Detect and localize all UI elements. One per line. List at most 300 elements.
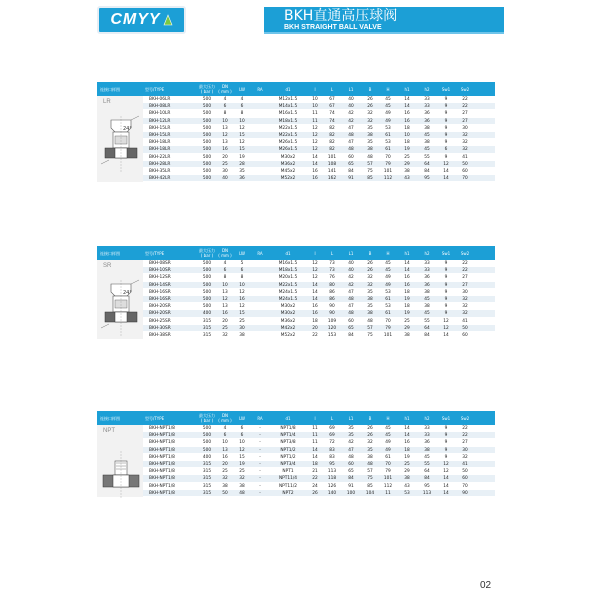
table-cell: 25 <box>239 469 245 475</box>
table-cell: 14 <box>443 168 449 174</box>
table-row <box>143 296 495 303</box>
table-cell: BKH-NPT1/8 <box>149 461 175 467</box>
table-cell: 35 <box>367 125 373 131</box>
column-header: 型号/TYPE <box>145 415 165 421</box>
table-cell: 6 <box>223 268 227 274</box>
table-cell: 9 <box>444 125 448 131</box>
connection-type-label: SR <box>103 263 112 269</box>
column-header: Sw1 <box>441 250 451 256</box>
table-row <box>143 332 495 339</box>
table-cell: BKH-12LR <box>149 118 171 124</box>
table-cell: 26 <box>367 97 373 102</box>
page-number: 02 <box>480 580 492 591</box>
table-cell: 45 <box>424 296 430 302</box>
table-cell: 35 <box>367 289 373 295</box>
table-cell: 49 <box>385 275 391 281</box>
table-cell: 9 <box>444 454 448 460</box>
table-cell: 16 <box>312 176 318 182</box>
table-cell: 26 <box>367 426 373 431</box>
table-cell: 32 <box>462 296 468 302</box>
fitting-drawing-sr <box>101 278 141 342</box>
table-cell: 14 <box>312 282 318 288</box>
table-cell: 9 <box>444 289 448 295</box>
table-cell: 55 <box>424 154 430 160</box>
table-cell: 5 <box>240 261 244 266</box>
table-cell: 153 <box>327 332 337 338</box>
table-cell: 64 <box>424 325 430 331</box>
table-cell-ra: - <box>259 490 261 496</box>
table-cell: BKH-20SR <box>149 311 171 317</box>
column-header: B <box>368 250 372 256</box>
table-cell: 108 <box>327 161 337 167</box>
table-cell: 47 <box>348 125 354 131</box>
table-cell: 65 <box>348 469 354 475</box>
table-row <box>143 118 495 125</box>
table-cell: 29 <box>404 469 410 475</box>
table-row <box>143 303 495 310</box>
table-cell: M26x1.5 <box>278 147 298 153</box>
table-cell: 47 <box>348 140 354 146</box>
table-cell: 315 <box>202 469 212 475</box>
table-cell: 500 <box>202 132 212 138</box>
table-cell: 12 <box>312 125 318 131</box>
table-cell: 36 <box>424 440 430 446</box>
table-cell-ra <box>251 103 269 110</box>
table-row <box>143 468 495 475</box>
table-cell: 16 <box>222 311 228 317</box>
table-cell: 9 <box>444 111 448 117</box>
table-cell: 9 <box>444 282 448 288</box>
table-cell: M52x2 <box>280 176 296 182</box>
column-header: RA <box>257 415 263 421</box>
table-cell: 13 <box>222 304 228 310</box>
table-cell: 101 <box>383 332 393 338</box>
table-cell-ra <box>251 274 269 281</box>
table-cell: 6 <box>223 104 227 110</box>
table-cell: 49 <box>385 447 391 453</box>
table-body <box>143 260 495 339</box>
table-cell: 48 <box>348 296 354 302</box>
table-cell: 162 <box>327 176 337 182</box>
table-cell: 101 <box>327 154 337 160</box>
table-cell: 16 <box>222 454 228 460</box>
table-cell: 22 <box>312 476 318 482</box>
table-cell: 67 <box>329 97 335 102</box>
column-header: RA <box>257 250 263 256</box>
table-cell: 6 <box>444 147 448 153</box>
column-header: L1 <box>348 250 354 256</box>
table-cell: 45 <box>385 261 391 266</box>
table-cell: 500 <box>202 176 212 182</box>
table-cell: BKH-12SR <box>149 275 171 281</box>
table-cell: 36 <box>424 118 430 124</box>
table-cell: 35 <box>239 168 245 174</box>
table-cell: 11 <box>312 118 318 124</box>
table-cell: 101 <box>383 476 393 482</box>
table-cell: 12 <box>443 325 449 331</box>
table-cell: 43 <box>404 176 410 182</box>
column-header: DN ( mm ) <box>218 84 232 94</box>
table-cell: 74 <box>329 111 335 117</box>
table-cell: 53 <box>385 304 391 310</box>
table-cell: BKH-NPT1/8 <box>149 454 175 460</box>
table-cell: 9 <box>444 304 448 310</box>
table-cell: 85 <box>367 483 373 489</box>
column-header: h1 <box>404 415 410 421</box>
table-cell: 84 <box>424 168 430 174</box>
table-cell: BKH-10SR <box>149 268 171 274</box>
table-cell: 48 <box>348 311 354 317</box>
table-cell: 14 <box>312 161 318 167</box>
table-cell-ra <box>251 318 269 325</box>
table-cell: 101 <box>383 168 393 174</box>
table-cell: 53 <box>385 140 391 146</box>
table-cell: 48 <box>348 147 354 153</box>
table-cell: 48 <box>367 318 373 324</box>
table-cell-ra <box>251 118 269 125</box>
table-cell: 400 <box>202 454 212 460</box>
drawing-angle-label: 24° <box>123 126 132 132</box>
table-cell: 15 <box>239 132 245 138</box>
table-cell: 22 <box>462 104 468 110</box>
table-row <box>143 325 495 332</box>
table-cell: 73 <box>329 268 335 274</box>
table-cell: 11 <box>312 433 318 439</box>
table-cell: M52x2 <box>280 332 296 338</box>
table-cell: NPT11/2 <box>278 483 298 489</box>
table-cell: 13 <box>222 289 228 295</box>
table-cell: 13 <box>222 140 228 146</box>
table-cell: 9 <box>444 118 448 124</box>
table-row <box>143 490 495 497</box>
table-cell: BKH-25SR <box>149 318 171 324</box>
table-cell: BKH-06LR <box>149 97 171 102</box>
table-cell: 14 <box>443 332 449 338</box>
table-cell: NPT3/4 <box>280 461 296 467</box>
table-cell: 38 <box>367 454 373 460</box>
table-cell-ra <box>251 96 269 103</box>
table-cell: 500 <box>202 97 212 102</box>
table-cell: 35 <box>348 426 354 431</box>
table-cell: 45 <box>424 147 430 153</box>
table-cell: M14x1.5 <box>278 104 298 110</box>
table-row <box>143 318 495 325</box>
table-cell-ra <box>251 132 269 139</box>
table-cell: M36x2 <box>280 318 296 324</box>
column-header: 连接口样图 <box>100 250 120 256</box>
table-cell: 4 <box>223 97 227 102</box>
table-cell: 33 <box>424 433 430 439</box>
table-cell: 19 <box>404 454 410 460</box>
table-cell: 33 <box>424 97 430 102</box>
table-cell: M20x1.5 <box>278 275 298 281</box>
table-cell: 32 <box>367 111 373 117</box>
table-cell: 35 <box>348 433 354 439</box>
table-cell: 10 <box>312 104 318 110</box>
column-header: L <box>330 86 334 92</box>
column-header: 最大压力 ( bar ) <box>199 413 215 423</box>
table-cell: 10 <box>222 440 228 446</box>
table-cell: 16 <box>404 440 410 446</box>
logo-text: CMYY <box>110 11 161 28</box>
table-cell: NPT2 <box>282 490 294 496</box>
table-cell: 500 <box>202 268 212 274</box>
table-cell: 12 <box>312 268 318 274</box>
table-cell: 61 <box>385 311 391 317</box>
table-cell: 9 <box>444 140 448 146</box>
table-cell: 27 <box>462 275 468 281</box>
table-cell: 42 <box>348 282 354 288</box>
table-cell-ra <box>251 310 269 317</box>
table-cell: BKH-30SR <box>149 325 171 331</box>
table-cell: BKH-20SR <box>149 304 171 310</box>
table-cell: 500 <box>202 261 212 266</box>
table-cell: 10 <box>239 440 245 446</box>
table-cell: 30 <box>239 325 245 331</box>
table-cell: 32 <box>462 304 468 310</box>
connection-image-panel <box>97 260 143 339</box>
table-cell-ra <box>251 289 269 296</box>
table-cell: 10 <box>312 97 318 102</box>
table-cell: 40 <box>348 268 354 274</box>
table-cell: 45 <box>424 454 430 460</box>
table-cell: 27 <box>462 440 468 446</box>
table-cell: 14 <box>404 104 410 110</box>
table-cell: 50 <box>462 469 468 475</box>
table-cell: 20 <box>222 318 228 324</box>
table-cell: 13 <box>222 447 228 453</box>
logo-leaf-icon <box>163 14 173 26</box>
table-cell: 25 <box>404 318 410 324</box>
table-cell-ra <box>251 146 269 153</box>
table-cell: M36x2 <box>280 161 296 167</box>
table-cell: 11 <box>312 440 318 446</box>
table-cell: 27 <box>462 118 468 124</box>
table-cell: 86 <box>329 289 335 295</box>
table-cell: 70 <box>385 318 391 324</box>
table-cell: 60 <box>348 461 354 467</box>
table-cell: 24 <box>312 483 318 489</box>
table-cell: 14 <box>312 296 318 302</box>
table-cell: 22 <box>462 426 468 431</box>
table-header <box>97 411 495 425</box>
table-cell: 10 <box>222 118 228 124</box>
table-cell: 13 <box>222 125 228 131</box>
table-cell: NPT1/2 <box>280 454 296 460</box>
table-cell: 70 <box>385 154 391 160</box>
table-cell: 18 <box>404 125 410 131</box>
table-cell: 25 <box>222 161 228 167</box>
table-cell: 70 <box>462 176 468 182</box>
table-cell: 22 <box>462 97 468 102</box>
table-cell: 18 <box>404 289 410 295</box>
table-row <box>143 139 495 146</box>
table-cell: 500 <box>202 118 212 124</box>
table-cell: 14 <box>312 289 318 295</box>
table-cell: NPT11/4 <box>278 476 298 482</box>
table-cell: 26 <box>367 104 373 110</box>
table-cell: 10 <box>239 282 245 288</box>
table-cell: 21 <box>312 469 318 475</box>
table-cell: 90 <box>329 304 335 310</box>
table-cell: 113 <box>422 490 432 496</box>
table-cell: 9 <box>444 275 448 281</box>
table-cell: 38 <box>367 311 373 317</box>
table-cell: 500 <box>202 147 212 153</box>
table-cell: 12 <box>443 318 449 324</box>
table-cell: 18 <box>404 140 410 146</box>
table-cell: BKH-NPT1/8 <box>149 426 175 431</box>
column-header: H <box>386 415 390 421</box>
table-cell: NPT1/2 <box>280 447 296 453</box>
table-cell: 35 <box>367 447 373 453</box>
table-cell: 60 <box>348 154 354 160</box>
column-header: DN ( mm ) <box>218 413 232 423</box>
table-cell: 60 <box>462 168 468 174</box>
table-cell: 36 <box>239 176 245 182</box>
table-cell: 500 <box>202 168 212 174</box>
table-cell: 32 <box>462 311 468 317</box>
table-cell: 64 <box>424 469 430 475</box>
table-cell: 100 <box>346 490 356 496</box>
table-cell: 40 <box>348 104 354 110</box>
table-cell: 83 <box>329 454 335 460</box>
table-cell-ra: - <box>259 440 261 446</box>
table-cell: 9 <box>444 132 448 138</box>
column-header: H <box>386 86 390 92</box>
table-cell: 500 <box>202 275 212 281</box>
table-header <box>97 82 495 96</box>
table-row <box>143 161 495 168</box>
column-header: 最大压力 ( bar ) <box>199 84 215 94</box>
table-cell: 315 <box>202 483 212 489</box>
table-cell: 19 <box>404 147 410 153</box>
column-header: d1 <box>285 86 291 92</box>
table-cell: 9 <box>444 426 448 431</box>
table-cell: 75 <box>367 476 373 482</box>
table-cell: M18x1.5 <box>278 268 298 274</box>
table-cell-ra <box>251 325 269 332</box>
table-cell: 12 <box>443 469 449 475</box>
column-header: h2 <box>424 415 430 421</box>
table-cell: 84 <box>424 332 430 338</box>
column-header: LW <box>239 415 245 421</box>
table-cell-ra <box>251 296 269 303</box>
table-cell: 53 <box>404 490 410 496</box>
table-row <box>143 475 495 482</box>
table-cell: 61 <box>385 132 391 138</box>
column-header: l <box>314 415 316 421</box>
table-cell-ra <box>251 154 269 161</box>
table-cell: 42 <box>348 440 354 446</box>
table-cell: 16 <box>312 311 318 317</box>
table-cell: 500 <box>202 154 212 160</box>
table-cell: 113 <box>327 469 337 475</box>
table-cell: 12 <box>239 125 245 131</box>
table-cell: 32 <box>462 140 468 146</box>
table-cell: 50 <box>222 490 228 496</box>
table-cell: 500 <box>202 304 212 310</box>
table-cell: 26 <box>367 261 373 266</box>
table-cell: 42 <box>348 111 354 117</box>
table-cell: 76 <box>329 275 335 281</box>
table-cell: 49 <box>385 118 391 124</box>
table-row <box>143 110 495 117</box>
table-cell: BKH-18LR <box>149 140 171 146</box>
table-cell-ra: - <box>259 461 261 467</box>
column-header: 最大压力 ( bar ) <box>199 248 215 258</box>
table-cell: 14 <box>312 154 318 160</box>
table-cell: 61 <box>385 454 391 460</box>
table-cell: 69 <box>329 426 335 431</box>
table-cell: NPT3/8 <box>280 440 296 446</box>
table-cell: 9 <box>444 268 448 274</box>
table-cell: 9 <box>444 97 448 102</box>
table-cell: 85 <box>367 176 373 182</box>
table-cell: BKH-15LR <box>149 132 171 138</box>
table-cell: 30 <box>462 125 468 131</box>
table-cell: 82 <box>329 147 335 153</box>
table-cell: 12 <box>312 261 318 266</box>
table-cell: 19 <box>239 154 245 160</box>
table-cell: 22 <box>462 433 468 439</box>
table-cell: BKH-08LR <box>149 104 171 110</box>
table-cell: 32 <box>462 454 468 460</box>
table-cell: 26 <box>312 490 318 496</box>
table-cell: 12 <box>312 140 318 146</box>
table-cell-ra: - <box>259 426 261 431</box>
table-cell: 75 <box>367 168 373 174</box>
table-cell: 47 <box>348 289 354 295</box>
table-cell: BKH-08SR <box>149 261 171 266</box>
table-cell: 29 <box>404 161 410 167</box>
column-header: h2 <box>424 86 430 92</box>
table-cell: 6 <box>240 104 244 110</box>
table-cell: 11 <box>385 490 391 496</box>
table-cell: 140 <box>327 490 337 496</box>
table-cell: BKH-NPT1/8 <box>149 433 175 439</box>
table-cell: 38 <box>404 476 410 482</box>
table-cell: 35 <box>367 304 373 310</box>
connection-image-panel <box>97 96 143 182</box>
column-header: DN ( mm ) <box>218 248 232 258</box>
table-cell: 20 <box>222 461 228 467</box>
table-cell: 38 <box>222 483 228 489</box>
table-cell: 95 <box>424 176 430 182</box>
table-cell: 65 <box>348 325 354 331</box>
column-header: B <box>368 415 372 421</box>
table-cell: 8 <box>240 111 244 117</box>
table-cell: BKH-NPT1/8 <box>149 490 175 496</box>
table-cell: 12 <box>239 304 245 310</box>
table-cell: 120 <box>327 325 337 331</box>
table-cell: 14 <box>404 97 410 102</box>
table-row <box>143 154 495 161</box>
table-cell: 315 <box>202 476 212 482</box>
fitting-drawing-npt <box>101 443 141 507</box>
table-cell: 32 <box>222 332 228 338</box>
table-cell: 70 <box>462 483 468 489</box>
table-cell: 22 <box>312 332 318 338</box>
table-cell: 33 <box>424 104 430 110</box>
table-cell: BKH-NPT1/8 <box>149 483 175 489</box>
table-cell: 49 <box>385 440 391 446</box>
table-cell: 53 <box>385 125 391 131</box>
title-bar <box>264 7 504 34</box>
table-row <box>143 125 495 132</box>
table-cell: 45 <box>424 132 430 138</box>
table-row <box>143 146 495 153</box>
